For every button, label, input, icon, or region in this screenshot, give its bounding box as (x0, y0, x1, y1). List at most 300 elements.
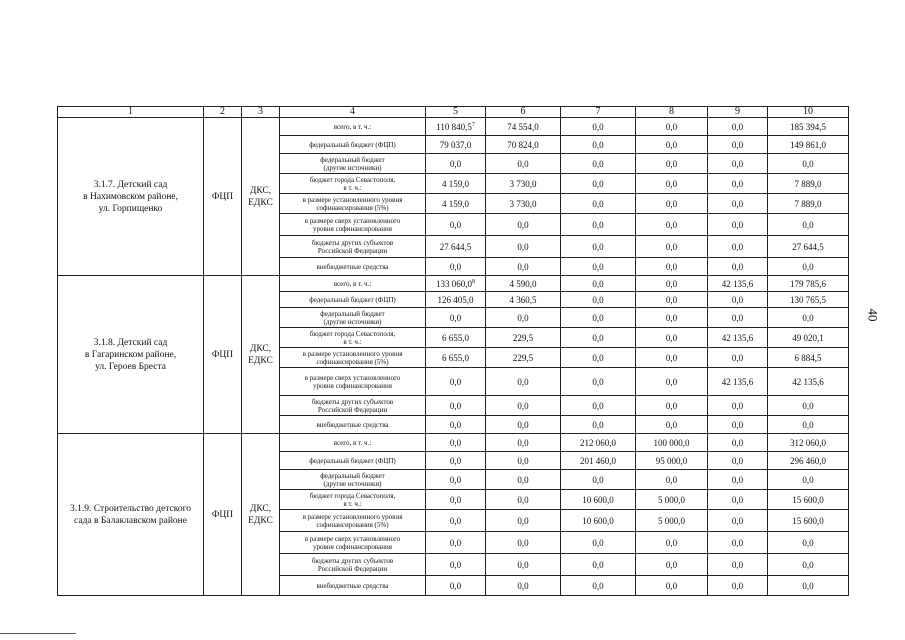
value-text: 0,0 (449, 219, 462, 230)
value-cell (768, 554, 849, 576)
value-cell (561, 348, 636, 368)
value-text: 0,0 (517, 419, 529, 430)
value-cell (561, 490, 636, 510)
value-cell (708, 308, 768, 328)
value-text: 0,0 (592, 352, 604, 363)
value-text: 0,0 (731, 419, 744, 430)
value-text: 0,0 (592, 219, 604, 230)
value-cell (768, 396, 849, 416)
table-row (58, 276, 849, 292)
value-text: 0,0 (517, 494, 529, 505)
value-text: 4 590,0 (509, 278, 537, 289)
value-text: 0,0 (731, 139, 744, 150)
funding-source-label: федеральный бюджет (ФЦП) (280, 292, 426, 308)
value-text: 0,0 (592, 474, 604, 485)
value-text: 3 730,0 (509, 198, 537, 209)
funding-source-label: федеральный бюджет (другие источники) (280, 308, 426, 328)
value-cell (708, 214, 768, 236)
funding-source-label: в размере установленного уровня софинансирования (5%) (280, 348, 426, 368)
value-cell (486, 154, 561, 174)
value-text: 0,0 (731, 494, 744, 505)
value-text: 201 460,0 (580, 455, 616, 466)
value-text: 212 060,0 (580, 437, 616, 448)
value-text: 0,0 (517, 537, 529, 548)
value-text: 10 600,0 (582, 515, 614, 526)
value-cell (486, 292, 561, 308)
value-text: 0,0 (665, 312, 678, 323)
value-cell (561, 510, 636, 532)
value-text: 0,0 (517, 219, 529, 230)
value-text: 0,0 (665, 219, 678, 230)
value-text: 0,0 (731, 219, 744, 230)
value-text: 0,0 (665, 278, 678, 289)
value-text: 0,0 (449, 437, 462, 448)
value-text: 7 889,0 (794, 178, 822, 189)
value-cell (561, 174, 636, 194)
value-cell (486, 194, 561, 214)
funding-source-label: внебюджетные средства (280, 416, 426, 434)
value-text: 0,0 (802, 261, 814, 272)
value-text: 0,0 (802, 537, 814, 548)
value-cell (768, 136, 849, 154)
value-cell (561, 236, 636, 258)
value-cell (636, 416, 708, 434)
value-text: 15 600,0 (792, 494, 824, 505)
funding-source-label: в размере установленного уровня софинансирования (5%) (280, 510, 426, 532)
funding-source-label: всего, в т. ч.: (280, 434, 426, 452)
value-text: 0,0 (592, 158, 604, 169)
value-text: 0,0 (665, 261, 678, 272)
value-cell (426, 396, 486, 416)
value-cell (426, 328, 486, 348)
value-cell (636, 490, 708, 510)
value-cell (636, 554, 708, 576)
value-cell (426, 154, 486, 174)
value-cell (636, 434, 708, 452)
funding-source-label: внебюджетные средства (280, 576, 426, 596)
value-text: 0,0 (731, 474, 744, 485)
value-cell (768, 236, 849, 258)
value-text: 0,0 (592, 261, 604, 272)
value-cell (708, 490, 768, 510)
value-cell (486, 118, 561, 136)
value-text: 4 360,5 (509, 294, 537, 305)
value-cell (426, 308, 486, 328)
item-name: 3.1.9. Строительство детского сада в Балаклавском районе (58, 434, 204, 596)
value-cell (708, 236, 768, 258)
funding-source-label: в размере установленного уровня софинансирования (5%) (280, 194, 426, 214)
value-text: 0,0 (592, 376, 604, 387)
value-text: 0,0 (731, 198, 744, 209)
funding-source-label: федеральный бюджет (другие источники) (280, 154, 426, 174)
value-cell (486, 434, 561, 452)
value-text: 0,0 (449, 515, 462, 526)
value-cell (426, 258, 486, 276)
value-cell (426, 470, 486, 490)
value-cell (708, 470, 768, 490)
value-text: 0,0 (517, 515, 529, 526)
value-text: 179 785,6 (790, 278, 826, 289)
value-cell (561, 452, 636, 470)
value-cell (486, 532, 561, 554)
value-text: 0,0 (665, 198, 678, 209)
value-text: 0,0 (665, 580, 678, 591)
value-text: 3 730,0 (509, 178, 537, 189)
value-text: 0,0 (449, 455, 462, 466)
value-text: 0,0 (517, 455, 529, 466)
value-cell (426, 136, 486, 154)
value-text: 0,0 (665, 139, 678, 150)
value-text: 0,0 (592, 178, 604, 189)
value-cell (426, 452, 486, 470)
value-text: 0,0 (517, 312, 529, 323)
funding-source-label: бюджеты других субъектов Российской Федерации (280, 554, 426, 576)
value-text: 42 135,6 (792, 376, 824, 387)
funding-source-label: внебюджетные средства (280, 258, 426, 276)
value-cell (486, 136, 561, 154)
value-text: 0,0 (592, 312, 604, 323)
page-number: 40 (865, 308, 881, 322)
value-cell (768, 308, 849, 328)
value-text: 100 000,0 (653, 437, 690, 448)
value-text: 0,0 (665, 241, 678, 252)
value-text: 0,0 (802, 559, 814, 570)
value-cell (486, 416, 561, 434)
value-cell (768, 510, 849, 532)
value-cell (768, 434, 849, 452)
value-text: 0,0 (731, 580, 744, 591)
value-cell (561, 292, 636, 308)
value-text: 0,0 (802, 400, 814, 411)
value-text: 0,0 (592, 241, 604, 252)
value-cell (636, 576, 708, 596)
value-text: 27 644,5 (439, 241, 472, 252)
value-text: 0,0 (517, 474, 529, 485)
footnote-rule (0, 633, 76, 634)
value-text: 0,0 (449, 494, 462, 505)
executor: ДКС, ЕДКС (242, 434, 280, 596)
funding-source-label: федеральный бюджет (ФЦП) (280, 452, 426, 470)
header-row (58, 107, 849, 118)
value-text: 0,0 (665, 419, 678, 430)
value-cell (561, 576, 636, 596)
value-text: 0,0 (592, 332, 604, 343)
header-cell: 8 (636, 107, 708, 118)
value-text: 0,0 (731, 121, 744, 132)
value-cell (768, 214, 849, 236)
value-text: 79 037,0 (439, 139, 472, 150)
value-cell (636, 174, 708, 194)
header-cell: 9 (708, 107, 768, 118)
value-text: 42 135,6 (721, 278, 754, 289)
value-cell (486, 328, 561, 348)
value-cell (636, 396, 708, 416)
value-cell (708, 258, 768, 276)
value-cell (486, 258, 561, 276)
funding-source-label: федеральный бюджет (ФЦП) (280, 136, 426, 154)
value-text: 49 020,1 (792, 332, 824, 343)
value-text: 0,0 (517, 261, 529, 272)
value-cell (561, 396, 636, 416)
value-text: 0,0 (665, 400, 678, 411)
value-cell (426, 236, 486, 258)
value-cell (636, 276, 708, 292)
value-cell (636, 328, 708, 348)
value-text: 0,0 (731, 178, 744, 189)
value-text: 0,0 (517, 158, 529, 169)
value-cell (426, 434, 486, 452)
value-text: 74 554,0 (507, 121, 539, 132)
funding-source-label: бюджеты других субъектов Российской Федерации (280, 236, 426, 258)
value-text: 0,0 (731, 515, 744, 526)
value-text: 296 460,0 (790, 455, 826, 466)
value-text: 5 000,0 (658, 515, 685, 526)
value-cell (486, 452, 561, 470)
value-text: 0,0 (665, 121, 678, 132)
value-text: 42 135,6 (721, 332, 754, 343)
value-cell (768, 292, 849, 308)
value-cell (561, 532, 636, 554)
budget-table (57, 106, 849, 596)
value-cell (708, 328, 768, 348)
value-cell (768, 576, 849, 596)
value-cell (486, 510, 561, 532)
value-text: 0,0 (665, 352, 678, 363)
funding-source-label: в размере сверх установленного уровня софинансирования (280, 214, 426, 236)
value-cell (486, 348, 561, 368)
footnote-mark: 7 (471, 121, 475, 128)
value-cell (636, 258, 708, 276)
value-cell (486, 368, 561, 396)
value-cell (636, 308, 708, 328)
value-text: 15 600,0 (792, 515, 824, 526)
value-text: 0,0 (517, 241, 529, 252)
value-cell (708, 154, 768, 174)
value-text: 6 884,5 (794, 352, 822, 363)
value-cell (708, 276, 768, 292)
value-text: 312 060,0 (790, 437, 826, 448)
value-text: 0,0 (665, 376, 678, 387)
value-cell (636, 532, 708, 554)
header-cell: 10 (768, 107, 849, 118)
value-text: 0,0 (592, 198, 604, 209)
value-cell (708, 396, 768, 416)
table-body (58, 107, 849, 596)
value-cell (768, 194, 849, 214)
value-text: 126 405,0 (437, 294, 474, 305)
funding-source-label: всего, в т. ч.: (280, 276, 426, 292)
value-text: 0,0 (592, 294, 604, 305)
table-row (58, 434, 849, 452)
value-text: 185 394,5 (790, 121, 826, 132)
value-text: 0,0 (517, 580, 529, 591)
value-cell (561, 416, 636, 434)
value-cell (636, 368, 708, 396)
header-cell: 5 (426, 107, 486, 118)
value-cell (708, 292, 768, 308)
value-cell (561, 214, 636, 236)
value-cell (768, 416, 849, 434)
value-cell (426, 214, 486, 236)
value-text: 229,5 (512, 332, 534, 343)
value-cell (708, 348, 768, 368)
value-cell (486, 554, 561, 576)
value-text: 6 655,0 (442, 352, 469, 363)
value-text: 5 000,0 (658, 494, 685, 505)
value-text: 0,0 (517, 376, 529, 387)
value-cell (768, 470, 849, 490)
value-cell (561, 368, 636, 396)
value-cell (486, 576, 561, 596)
item-name: 3.1.7. Детский сад в Нахимовском районе, ул. Горпищенко (58, 118, 204, 276)
funding-source-label: всего, в т. ч.: (280, 118, 426, 136)
value-text: 0,0 (731, 158, 744, 169)
value-cell (768, 532, 849, 554)
value-text: 110 840,5 (436, 121, 472, 132)
table-row (58, 118, 849, 136)
value-cell (561, 276, 636, 292)
value-cell (708, 368, 768, 396)
value-text: 0,0 (731, 261, 744, 272)
value-text: 27 644,5 (792, 241, 824, 252)
value-text: 6 655,0 (442, 332, 469, 343)
value-text: 0,0 (592, 537, 604, 548)
value-text: 0,0 (731, 437, 744, 448)
value-cell (768, 276, 849, 292)
value-cell (708, 174, 768, 194)
value-cell (708, 194, 768, 214)
value-text: 0,0 (592, 278, 604, 289)
footnote-mark: 8 (472, 278, 475, 285)
value-cell (426, 368, 486, 396)
value-text: 0,0 (517, 559, 529, 570)
value-cell (426, 348, 486, 368)
value-text: 95 000,0 (655, 455, 688, 466)
value-cell (561, 194, 636, 214)
value-cell (426, 276, 486, 292)
value-text: 229,5 (512, 352, 534, 363)
value-cell (426, 532, 486, 554)
value-cell (636, 510, 708, 532)
value-cell (636, 470, 708, 490)
value-text: 0,0 (517, 437, 529, 448)
value-text: 0,0 (449, 537, 462, 548)
header-cell: 1 (58, 107, 204, 118)
value-cell (486, 308, 561, 328)
value-text: 0,0 (731, 455, 744, 466)
value-cell (561, 434, 636, 452)
value-text: 0,0 (449, 419, 462, 430)
value-text: 0,0 (449, 474, 462, 485)
value-cell (426, 510, 486, 532)
value-cell (636, 452, 708, 470)
value-text: 0,0 (665, 559, 678, 570)
value-text: 42 135,6 (721, 376, 754, 387)
value-text: 0,0 (731, 559, 744, 570)
value-cell (636, 194, 708, 214)
financing-source: ФЦП (204, 276, 242, 434)
value-text: 0,0 (592, 121, 604, 132)
value-cell (561, 470, 636, 490)
value-text: 0,0 (592, 419, 604, 430)
value-cell (708, 118, 768, 136)
value-cell (486, 214, 561, 236)
value-text: 0,0 (665, 332, 678, 343)
value-cell (561, 154, 636, 174)
header-cell: 3 (242, 107, 280, 118)
value-text: 0,0 (665, 294, 678, 305)
value-text: 0,0 (802, 312, 814, 323)
value-cell (636, 348, 708, 368)
value-text: 0,0 (592, 580, 604, 591)
item-name: 3.1.8. Детский сад в Гагаринском районе, ул. Героев Бреста (58, 276, 204, 434)
value-cell (708, 136, 768, 154)
value-text: 0,0 (802, 474, 814, 485)
value-text: 0,0 (802, 158, 814, 169)
value-cell (768, 490, 849, 510)
value-cell (561, 554, 636, 576)
value-cell (561, 118, 636, 136)
funding-source-label: бюджет города Севастополя, в т. ч.: (280, 174, 426, 194)
value-text: 130 765,5 (790, 294, 826, 305)
value-cell (561, 136, 636, 154)
value-cell (708, 434, 768, 452)
value-cell (768, 328, 849, 348)
value-cell (426, 292, 486, 308)
value-cell (426, 416, 486, 434)
value-cell (636, 292, 708, 308)
value-text: 0,0 (731, 352, 744, 363)
value-cell (426, 118, 486, 136)
value-text: 0,0 (665, 537, 678, 548)
executor: ДКС, ЕДКС (242, 276, 280, 434)
value-text: 0,0 (731, 400, 744, 411)
value-cell (708, 452, 768, 470)
value-text: 0,0 (731, 537, 744, 548)
header-cell: 2 (204, 107, 242, 118)
value-cell (426, 490, 486, 510)
value-cell (768, 118, 849, 136)
value-cell (426, 576, 486, 596)
header-cell: 6 (486, 107, 561, 118)
value-text: 0,0 (517, 400, 529, 411)
value-cell (708, 554, 768, 576)
value-cell (768, 174, 849, 194)
value-cell (708, 510, 768, 532)
value-text: 149 861,0 (790, 139, 826, 150)
value-text: 133 060,0 (436, 278, 472, 289)
value-text: 0,0 (665, 158, 678, 169)
value-text: 0,0 (731, 294, 744, 305)
value-text: 0,0 (731, 241, 744, 252)
value-text: 10 600,0 (582, 494, 614, 505)
funding-source-label: в размере сверх установленного уровня софинансирования (280, 532, 426, 554)
funding-source-label: бюджет города Севастополя, в т. ч.: (280, 328, 426, 348)
value-text: 4 159,0 (442, 178, 469, 189)
value-cell (561, 328, 636, 348)
value-cell (768, 154, 849, 174)
value-cell (486, 490, 561, 510)
value-cell (486, 276, 561, 292)
value-text: 0,0 (449, 158, 462, 169)
value-text: 0,0 (592, 139, 604, 150)
value-cell (486, 236, 561, 258)
value-cell (708, 532, 768, 554)
value-cell (636, 136, 708, 154)
funding-source-label: бюджеты других субъектов Российской Федерации (280, 396, 426, 416)
value-text: 0,0 (449, 376, 462, 387)
value-cell (426, 174, 486, 194)
